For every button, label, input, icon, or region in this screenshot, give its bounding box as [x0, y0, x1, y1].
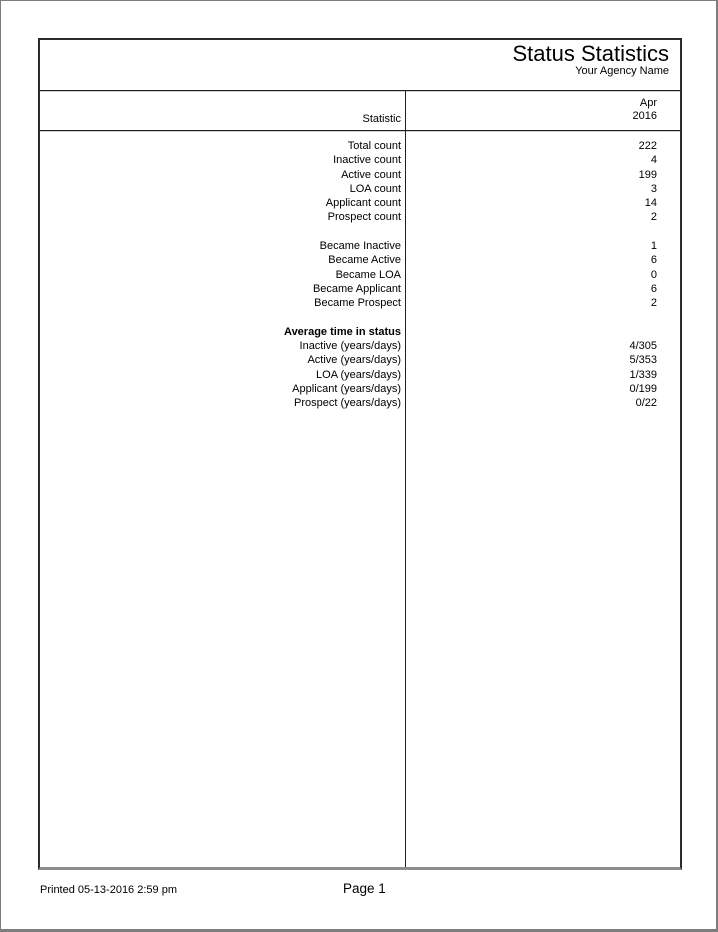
- table-row: [40, 168, 680, 182]
- table-row: [40, 353, 680, 367]
- title-section: [40, 40, 680, 91]
- row-label: Prospect count: [327, 211, 401, 224]
- row-value: 6: [405, 282, 680, 296]
- row-value: 0/22: [405, 396, 680, 410]
- report-table: [38, 38, 682, 870]
- row-label: Became LOA: [335, 268, 401, 281]
- row-label: Applicant (years/days): [292, 383, 401, 396]
- row-value: 14: [405, 196, 680, 210]
- row-value: 199: [405, 168, 680, 182]
- period-month: Apr: [639, 97, 657, 109]
- row-label: LOA (years/days): [316, 368, 401, 381]
- empty-table-area: [40, 411, 680, 867]
- section-spacer: [40, 311, 680, 325]
- row-value: 2: [405, 210, 680, 224]
- row-value: 3: [405, 182, 680, 196]
- row-label: Became Prospect: [314, 297, 401, 310]
- table-row: [40, 282, 680, 296]
- row-label: Became Applicant: [312, 282, 401, 295]
- printed-timestamp: Printed 05-13-2016 2:59 pm: [40, 884, 177, 896]
- section-spacer: [40, 225, 680, 239]
- table-row: [40, 196, 680, 210]
- table-body: [40, 131, 680, 867]
- row-value: 1/339: [405, 368, 680, 382]
- row-label: Active (years/days): [307, 354, 401, 367]
- agency-name: Your Agency Name: [575, 65, 669, 77]
- table-row: [40, 339, 680, 353]
- table-row: [40, 182, 680, 196]
- row-value: 4/305: [405, 339, 680, 353]
- row-label: Prospect (years/days): [294, 397, 401, 410]
- column-header-statistic: Statistic: [362, 113, 401, 125]
- row-value: 0: [405, 268, 680, 282]
- row-label: Active count: [341, 168, 401, 181]
- page-number: Page 1: [343, 881, 386, 896]
- table-row: [40, 382, 680, 396]
- table-row: [40, 296, 680, 310]
- table-row: [40, 268, 680, 282]
- row-label: Applicant count: [325, 197, 401, 210]
- row-value: 6: [405, 253, 680, 267]
- row-value: 4: [405, 153, 680, 167]
- table-row: [40, 153, 680, 167]
- column-header-row: [40, 91, 680, 131]
- row-value: 2: [405, 296, 680, 310]
- column-header-period: [405, 91, 680, 130]
- table-row: [40, 253, 680, 267]
- row-value: 5/353: [405, 353, 680, 367]
- row-value: 1: [405, 239, 680, 253]
- table-row: [40, 239, 680, 253]
- table-row: [40, 139, 680, 153]
- row-label: Became Inactive: [319, 240, 401, 253]
- row-value: 0/199: [405, 382, 680, 396]
- row-label: Total count: [347, 140, 401, 152]
- section-title-row: [40, 325, 680, 339]
- row-value: 222: [405, 139, 680, 153]
- period-year: 2016: [632, 109, 657, 122]
- row-label: Inactive count: [333, 154, 401, 167]
- page-title: Status Statistics: [512, 41, 669, 66]
- top-padding: [40, 131, 680, 139]
- table-row: [40, 368, 680, 382]
- row-label: Became Active: [328, 254, 401, 267]
- table-row: [40, 210, 680, 224]
- row-label: Inactive (years/days): [299, 340, 401, 353]
- section-title: Average time in status: [284, 325, 401, 338]
- row-label: LOA count: [349, 182, 401, 195]
- table-row: [40, 396, 680, 410]
